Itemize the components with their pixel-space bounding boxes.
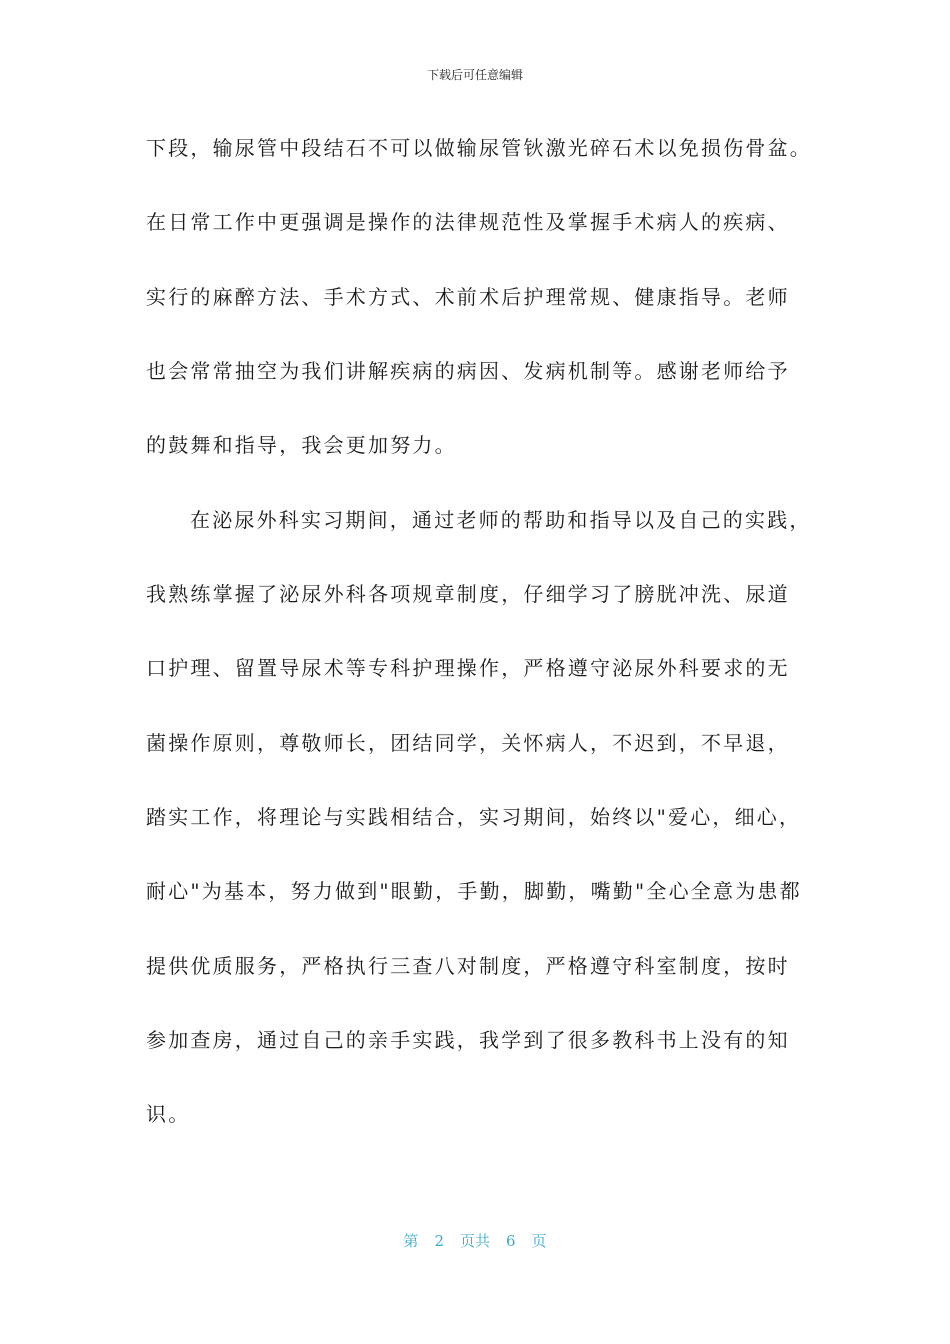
page-total-number: 6 [506, 1232, 516, 1250]
body-line-1: 下段，输尿管中段结石不可以做输尿管钬激光碎石术以免损伤骨盆。 [146, 136, 812, 160]
body-line-8: 口护理、留置导尿术等专科护理操作，严格遵守泌尿外科要求的无 [146, 656, 790, 680]
body-line-14: 识。 [146, 1102, 191, 1126]
body-line-6-paragraph-start: 在泌尿外科实习期间，通过老师的帮助和指导以及自己的实践， [190, 508, 812, 532]
body-line-10: 踏实工作，将理论与实践相结合，实习期间，始终以"爱心，细心， [146, 805, 802, 829]
page-current-number: 2 [434, 1232, 444, 1250]
body-line-5: 的鼓舞和指导，我会更加努力。 [146, 433, 457, 457]
body-line-7: 我熟练掌握了泌尿外科各项规章制度，仔细学习了膀胱冲洗、尿道 [146, 582, 790, 606]
body-line-3: 实行的麻醉方法、手术方式、术前术后护理常规、健康指导。老师 [146, 285, 790, 309]
page-label-prefix: 第 [403, 1232, 419, 1250]
page-label-suffix: 页 [531, 1232, 547, 1250]
body-line-2: 在日常工作中更强调是操作的法律规范性及掌握手术病人的疾病、 [146, 210, 790, 234]
page-header: 下载后可任意编辑 [426, 68, 523, 82]
body-line-12: 提供优质服务，严格执行三查八对制度，严格遵守科室制度，按时 [146, 954, 790, 978]
body-line-13: 参加查房，通过自己的亲手实践，我学到了很多教科书上没有的知 [146, 1028, 790, 1052]
body-line-9: 菌操作原则，尊敬师长，团结同学，关怀病人，不迟到，不早退， [146, 731, 790, 755]
page-label-mid: 页共 [459, 1232, 490, 1250]
body-line-4: 也会常常抽空为我们讲解疾病的病因、发病机制等。感谢老师给予 [146, 359, 790, 383]
page-footer [0, 1230, 950, 1251]
body-line-11: 耐心"为基本，努力做到"眼勤，手勤，脚勤，嘴勤"全心全意为患都 [146, 879, 802, 903]
